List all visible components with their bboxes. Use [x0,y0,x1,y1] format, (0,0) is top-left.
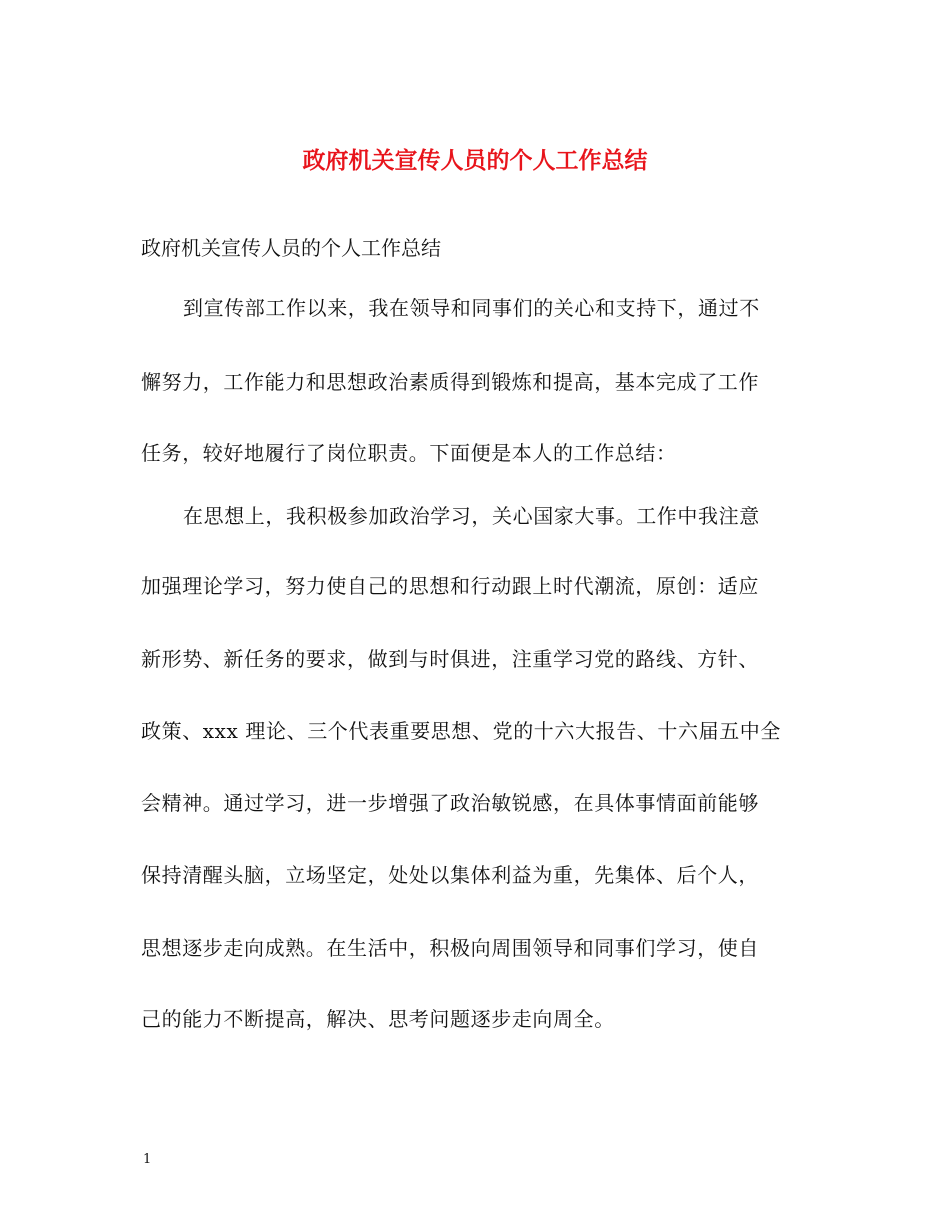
paragraph-2-line-2: 加强理论学习，努力使自己的思想和行动跟上时代潮流，原创：适应 [141,574,759,598]
paragraph-2-line-8: 己的能力不断提高，解决、思考问题逐步走向周全。 [141,1007,615,1031]
paragraph-2-line-1: 在思想上，我积极参加政治学习，关心国家大事。工作中我注意 [183,504,760,528]
paragraph-2-line-4: 政策、xxx 理论、三个代表重要思想、党的十六大报告、十六届五中全 [141,719,781,743]
document-title: 政府机关宣传人员的个人工作总结 [302,147,648,174]
page-number: 1 [143,1152,152,1167]
document-subtitle: 政府机关宣传人员的个人工作总结 [141,236,441,260]
paragraph-1-line-3: 任务，较好地履行了岗位职责。下面便是本人的工作总结： [141,441,677,465]
paragraph-2-line-7: 思想逐步走向成熟。在生活中，积极向周围领导和同事们学习，使自 [141,936,759,960]
paragraph-2-line-6: 保持清醒头脑，立场坚定，处处以集体利益为重，先集体、后个人， [141,863,759,887]
paragraph-2-line-3: 新形势、新任务的要求，做到与时俱进，注重学习党的路线、方针、 [141,647,759,671]
paragraph-1-line-2: 懈努力，工作能力和思想政治素质得到锻炼和提高，基本完成了工作 [141,370,759,394]
paragraph-2-line-5: 会精神。通过学习，进一步增强了政治敏锐感，在具体事情面前能够 [141,791,759,815]
paragraph-1-line-1: 到宣传部工作以来，我在领导和同事们的关心和支持下，通过不 [183,296,760,320]
